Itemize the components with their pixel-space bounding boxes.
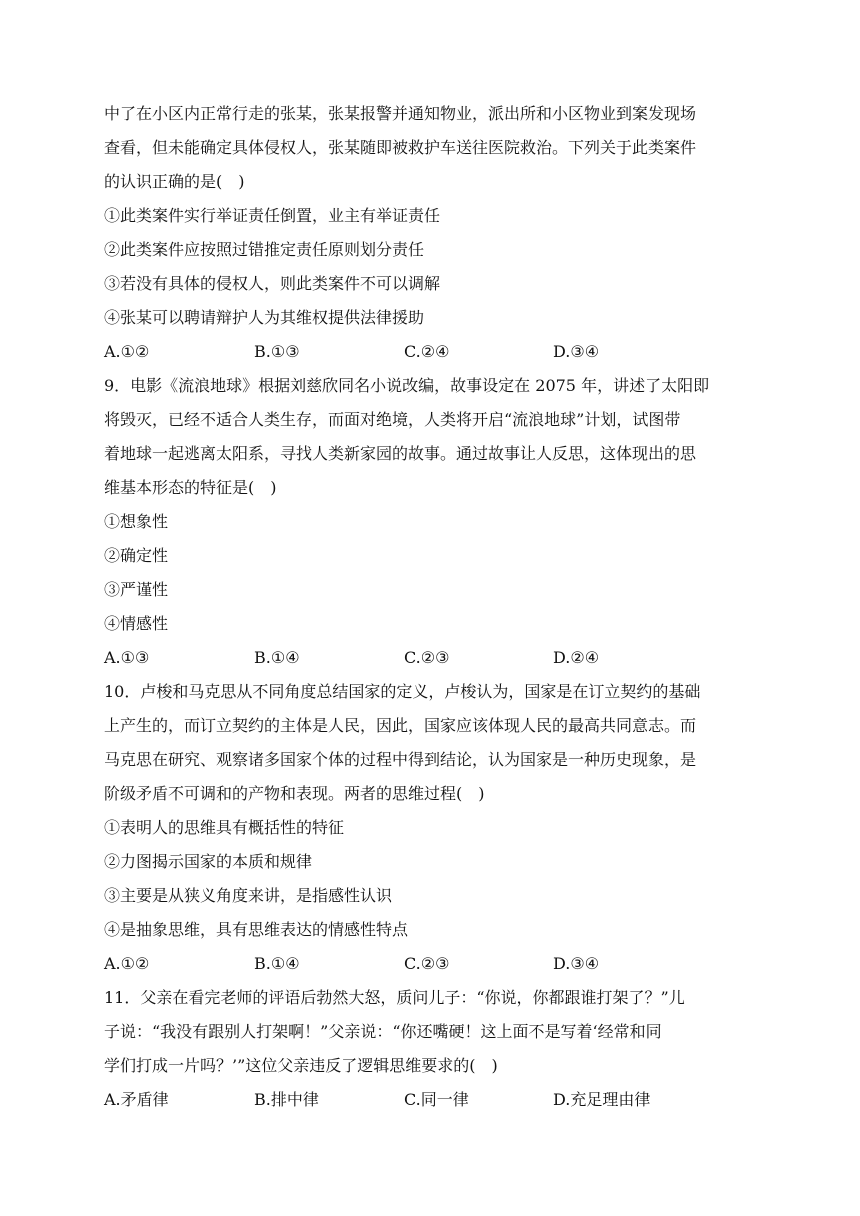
- q10-stem-line: 10．卢梭和马克思从不同角度总结国家的定义，卢梭认为，国家是在订立契约的基础: [104, 682, 701, 701]
- q10-statement: ①表明人的思维具有概括性的特征: [104, 818, 345, 837]
- q10-statement: ②力图揭示国家的本质和规律: [104, 852, 313, 871]
- q11-options: [104, 1090, 764, 1110]
- q8-stem-line: 查看，但未能确定具体侵权人，张某随即被救护车送往医院救治。下列关于此类案件: [104, 138, 697, 157]
- q9-option-b: B.①④: [254, 648, 300, 667]
- q11-stem-line: 11．父亲在看完老师的评语后勃然大怒，质问儿子：“你说，你都跟谁打架了？”儿: [104, 988, 685, 1007]
- q10-option-d: D.③④: [553, 954, 600, 973]
- q10-option-c: C.②③: [404, 954, 450, 973]
- q10-options: [104, 954, 764, 974]
- q9-statement: ④情感性: [104, 614, 169, 633]
- q11-option-b: B.排中律: [254, 1090, 319, 1109]
- q8-option-d: D.③④: [553, 342, 600, 361]
- q10-option-a: A.①②: [104, 954, 150, 973]
- q10-stem-line: 阶级矛盾不可调和的产物和表现。两者的思维过程( ): [104, 784, 485, 803]
- q9-stem-line: 着地球一起逃离太阳系，寻找人类新家园的故事。通过故事让人反思，这体现出的思: [104, 444, 697, 463]
- q11-stem-line: 学们打成一片吗？’”这位父亲违反了逻辑思维要求的( ): [104, 1056, 498, 1075]
- q8-options: [104, 342, 764, 362]
- q9-stem-line: 9．电影《流浪地球》根据刘慈欣同名小说改编，故事设定在 2075 年，讲述了太阳即: [104, 376, 710, 395]
- q10-stem-line: 马克思在研究、观察诸多国家个体的过程中得到结论，认为国家是一种历史现象，是: [104, 750, 697, 769]
- q8-statement: ②此类案件应按照过错推定责任原则划分责任: [104, 240, 425, 259]
- q9-statement: ②确定性: [104, 546, 169, 565]
- q9-option-a: A.①③: [104, 648, 150, 667]
- q10-statement: ④是抽象思维，具有思维表达的情感性特点: [104, 920, 409, 939]
- q11-option-c: C.同一律: [404, 1090, 469, 1109]
- q8-stem-line: 中了在小区内正常行走的张某，张某报警并通知物业，派出所和小区物业到案发现场: [104, 104, 697, 123]
- q8-statement: ①此类案件实行举证责任倒置，业主有举证责任: [104, 206, 441, 225]
- q11-option-d: D.充足理由律: [553, 1090, 651, 1109]
- q8-option-b: B.①③: [254, 342, 300, 361]
- q8-option-a: A.①②: [104, 342, 150, 361]
- q9-options: [104, 648, 764, 668]
- q9-stem-line: 将毁灭，已经不适合人类生存，而面对绝境，人类将开启“流浪地球”计划，试图带: [104, 410, 681, 429]
- q10-stem-line: 上产生的，而订立契约的主体是人民，因此，国家应该体现人民的最高共同意志。而: [104, 716, 697, 735]
- q9-statement: ③严谨性: [104, 580, 169, 599]
- q8-statement: ④张某可以聘请辩护人为其维权提供法律援助: [104, 308, 425, 327]
- q8-statement: ③若没有具体的侵权人，则此类案件不可以调解: [104, 274, 441, 293]
- q10-statement: ③主要是从狭义角度来讲，是指感性认识: [104, 886, 393, 905]
- q11-stem-line: 子说：“我没有跟别人打架啊！”父亲说：“你还嘴硬！这上面不是写着‘经常和同: [104, 1022, 662, 1041]
- q9-stem-line: 维基本形态的特征是( ): [104, 478, 277, 497]
- q9-option-c: C.②③: [404, 648, 450, 667]
- q8-stem-line: 的认识正确的是( ): [104, 172, 245, 191]
- q9-option-d: D.②④: [553, 648, 600, 667]
- q9-statement: ①想象性: [104, 512, 169, 531]
- q8-option-c: C.②④: [404, 342, 450, 361]
- q11-option-a: A.矛盾律: [104, 1090, 169, 1109]
- q10-option-b: B.①④: [254, 954, 300, 973]
